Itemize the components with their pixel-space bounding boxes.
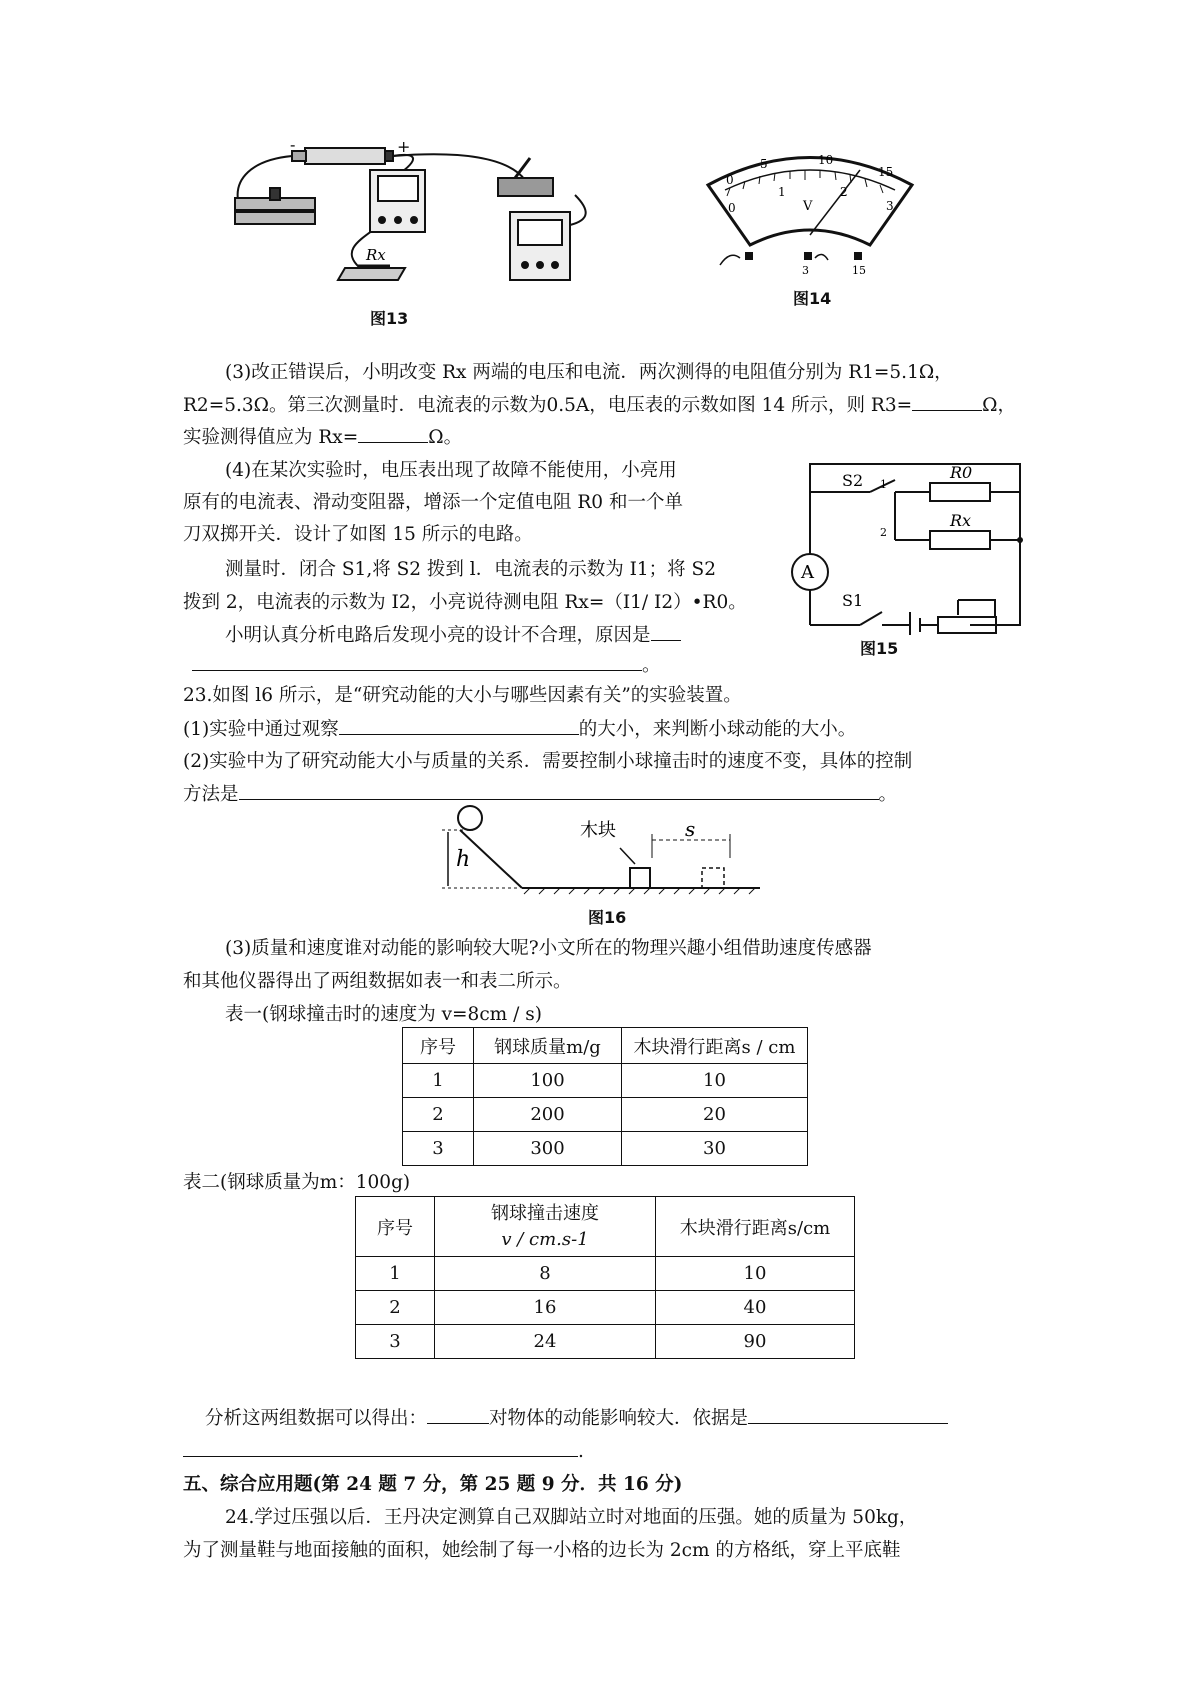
dial-top-15: 15 xyxy=(878,165,894,179)
table-cell: 1 xyxy=(356,1257,435,1291)
q23-analysis: 分析这两组数据可以得出： 对物体的动能影响较大．依据是 xyxy=(205,1405,948,1432)
dial-unit: V xyxy=(803,199,813,214)
table-cell: 200 xyxy=(474,1098,622,1132)
table-cell: 24 xyxy=(435,1325,656,1359)
q22-p4-line7: 。 xyxy=(192,652,661,679)
q23-p2-line2: 方法是 。 xyxy=(183,781,897,808)
q22-p4-line2: 原有的电流表、滑动变阻器，增添一个定值电阻 R0 和一个单 xyxy=(183,492,683,513)
q22-p4-line5: 拨到 2，电流表的示数为 I2，小亮说待测电阻 Rx=（I1/ I2）•R0。 xyxy=(183,592,747,613)
dial-top-0: 0 xyxy=(726,173,734,187)
blank-reason-b xyxy=(192,652,642,671)
table-row xyxy=(356,1325,855,1359)
fig15-rx: Rx xyxy=(950,511,972,530)
dial-bottom-3: 3 xyxy=(886,199,894,213)
q22-p3-line1: (3)改正错误后，小明改变 Rx 两端的电压和电流．两次测得的电阻值分别为 R1=5.1Ω， xyxy=(225,362,953,383)
table-cell: 2 xyxy=(403,1098,474,1132)
table-row xyxy=(403,1098,808,1132)
table-1 xyxy=(402,1027,808,1166)
dial-top-5: 5 xyxy=(760,157,768,171)
table-row xyxy=(403,1064,808,1098)
q22-p4-line6: 小明认真分析电路后发现小亮的设计不合理，原因是 xyxy=(225,622,681,649)
fig15-ammeter: A xyxy=(801,562,814,583)
figure-15-circuit xyxy=(770,450,1030,635)
q24-line2: 为了测量鞋与地面接触的面积，她绘制了每一小格的边长为 2cm 的方格纸，穿上平底鞋 xyxy=(183,1540,901,1561)
table2-header: 序号 xyxy=(356,1197,435,1257)
q23-p3-line2: 和其他仪器得出了两组数据如表一和表二所示。 xyxy=(183,971,572,992)
blank-factor xyxy=(427,1405,489,1424)
q23-analysis-line2: . xyxy=(183,1438,584,1465)
q22-p3-line2: R2=5.3Ω。第三次测量时．电流表的示数为0.5A，电压表的示数如图 14 所示，则 R3= Ω， xyxy=(183,392,1016,419)
table1-header: 序号 xyxy=(403,1028,474,1064)
fig15-s1: S1 xyxy=(842,591,864,610)
table-row xyxy=(356,1257,855,1291)
table-cell: 90 xyxy=(656,1325,855,1359)
table-cell: 40 xyxy=(656,1291,855,1325)
q22-p4-line1: (4)在某次实验时，电压表出现了故障不能使用，小亮用 xyxy=(225,460,677,481)
table2-header: 木块滑行距离s/cm xyxy=(656,1197,855,1257)
dial-top-10: 10 xyxy=(818,153,834,167)
fig13-minus: - xyxy=(290,140,296,154)
terminal-3: 3 xyxy=(802,264,809,277)
table-cell: 20 xyxy=(622,1098,808,1132)
fig16-s: s xyxy=(685,817,696,841)
q23-p1: (1)实验中通过观察 的大小，来判断小球动能的大小。 xyxy=(183,716,856,743)
fig16-block-label: 木块 xyxy=(580,820,616,841)
table-cell: 16 xyxy=(435,1291,656,1325)
table-cell: 10 xyxy=(656,1257,855,1291)
blank-r3 xyxy=(912,392,982,411)
blank-basis-b xyxy=(183,1438,578,1457)
table-cell: 3 xyxy=(403,1132,474,1166)
dial-bottom-1: 1 xyxy=(778,185,786,199)
fig15-pos1: 1 xyxy=(880,478,887,491)
dial-bottom-0: 0 xyxy=(728,201,736,215)
fig16-h: h xyxy=(456,847,471,872)
table-cell: 10 xyxy=(622,1064,808,1098)
figure-14-caption: 图14 xyxy=(793,289,832,308)
fig13-plus: + xyxy=(397,140,411,156)
figure-16-caption: 图16 xyxy=(588,908,627,927)
dial-bottom-2: 2 xyxy=(840,185,848,199)
q22-p3-line3: 实验测得值应为 Rx= Ω。 xyxy=(183,424,462,451)
q24-line1: 24.学过压强以后．王丹决定测算自己双脚站立时对地面的压强。她的质量为 50kg， xyxy=(225,1507,918,1528)
blank-observe xyxy=(339,716,579,735)
table-cell: 100 xyxy=(474,1064,622,1098)
figure-16-ramp xyxy=(430,800,770,900)
q22-p4-line4: 测量时．闭合 S1,将 S2 拨到 l．电流表的示数为 I1；将 S2 xyxy=(225,559,716,580)
q23-p3-line1: (3)质量和速度谁对动能的影响较大呢?小文所在的物理兴趣小组借助速度传感器 xyxy=(225,938,872,959)
terminal-15: 15 xyxy=(852,264,866,277)
fig15-r0: R0 xyxy=(950,463,973,482)
table-cell: 3 xyxy=(356,1325,435,1359)
blank-method xyxy=(239,781,879,800)
blank-rx xyxy=(358,424,428,443)
table2-caption: 表二(钢球质量为m：100g) xyxy=(183,1172,411,1193)
section-5-heading: 五、综合应用题(第 24 题 7 分，第 25 题 9 分．共 16 分) xyxy=(183,1474,683,1495)
table-row xyxy=(403,1132,808,1166)
figure-13-caption: 图13 xyxy=(370,309,409,328)
table1-caption: 表一(钢球撞击时的速度为 v=8cm / s) xyxy=(225,1004,542,1025)
table-cell: 1 xyxy=(403,1064,474,1098)
fig15-s2: S2 xyxy=(842,471,864,490)
table1-header: 钢球质量m/g xyxy=(474,1028,622,1064)
table-cell: 8 xyxy=(435,1257,656,1291)
q22-p4-line3: 刀双掷开关．设计了如图 15 所示的电路。 xyxy=(183,524,533,545)
table-2 xyxy=(355,1196,855,1359)
blank-basis-a xyxy=(748,1405,948,1424)
figure-14-voltmeter-dial xyxy=(700,140,920,300)
q23-intro: 23.如图 l6 所示，是“研究动能的大小与哪些因素有关”的实验装置。 xyxy=(183,685,742,706)
table-cell: 300 xyxy=(474,1132,622,1166)
table-cell: 30 xyxy=(622,1132,808,1166)
figure-15-caption: 图15 xyxy=(860,639,899,658)
fig13-rx-label: Rx xyxy=(366,246,386,264)
fig15-pos2: 2 xyxy=(880,526,887,539)
table-cell: 2 xyxy=(356,1291,435,1325)
figure-13-circuit xyxy=(230,140,640,330)
table1-header: 木块滑行距离s / cm xyxy=(622,1028,808,1064)
blank-reason-a xyxy=(651,622,681,641)
q23-p2-line1: (2)实验中为了研究动能大小与质量的关系．需要控制小球撞击时的速度不变，具体的控制 xyxy=(183,751,913,772)
table2-header: 钢球撞击速度 v / cm.s-1 xyxy=(435,1197,656,1257)
table-row xyxy=(356,1291,855,1325)
